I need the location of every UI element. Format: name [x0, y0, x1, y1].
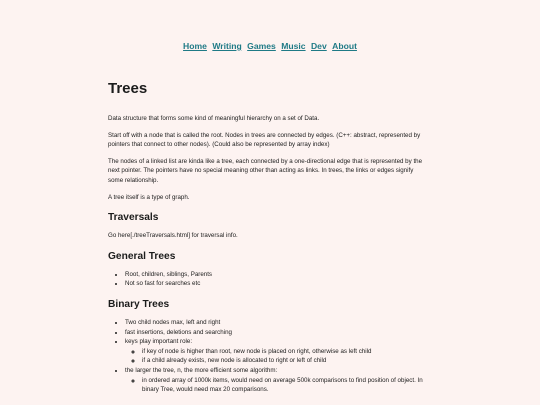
binary-trees-list	[108, 318, 428, 395]
top-nav	[0, 41, 540, 51]
list-item: ◦ if key of node is higher than root, new node is placed on right, otherwise as left child	[142, 347, 428, 357]
list-item: • Root, children, siblings, Parents	[125, 270, 428, 280]
nav-link-dev[interactable]: Dev	[310, 41, 327, 51]
list-item: • Not so fast for searches etc	[125, 279, 428, 289]
list-item: ◦ if a child already exists, new node is allocated to right or left of child	[142, 356, 428, 366]
list-item	[125, 366, 428, 395]
list-item: • Two child nodes max, left and right	[125, 318, 428, 328]
list-item: ◦ in ordered array of 1000k items, would need on average 500k comparisons to find position of object. In binary Tree, would need max 20 comparisons.	[142, 376, 428, 395]
nav-link-games[interactable]: Games	[247, 41, 276, 51]
nav-link-home[interactable]: Home	[183, 41, 207, 51]
list-item-text: keys play important role:	[125, 338, 193, 346]
list-item	[125, 337, 428, 366]
intro-paragraph: A tree itself is a type of graph.	[108, 193, 190, 201]
nav-link-about[interactable]: About	[332, 41, 357, 51]
intro-paragraph: Start off with a node that is called the root. Nodes in trees are connected by edges. (C++: abstract, represented by pointers that connect to other nodes). (Could also be represented by array index)	[108, 131, 421, 149]
list-item: • fast insertions, deletions and searching	[125, 328, 428, 338]
nav-link-writing[interactable]: Writing	[212, 41, 242, 51]
intro-paragraph: The nodes of a linked list are kinda like a tree, each connected by a one-directional edge that is represented by the next pointer. The pointers have no special meaning other than acting as links. In trees, the links or edges signify some relationship.	[108, 157, 423, 184]
nested-list	[125, 376, 428, 395]
nav-link-music[interactable]: Music	[281, 41, 306, 51]
intro-paragraph: Data structure that forms some kind of meaningful hierarchy on a set of Data.	[108, 115, 320, 122]
traversals-heading: Traversals	[108, 212, 159, 224]
list-item-text: the larger the tree, n, the more efficient some algorithm:	[125, 366, 278, 374]
nested-list	[125, 347, 428, 366]
page-title: Trees	[108, 80, 148, 97]
traversals-text: Go here[./treeTraversals.html] for traversal info.	[108, 232, 238, 240]
article	[108, 80, 428, 403]
binary-trees-heading: Binary Trees	[108, 298, 170, 310]
general-trees-list	[108, 270, 428, 289]
general-trees-heading: General Trees	[108, 250, 176, 262]
